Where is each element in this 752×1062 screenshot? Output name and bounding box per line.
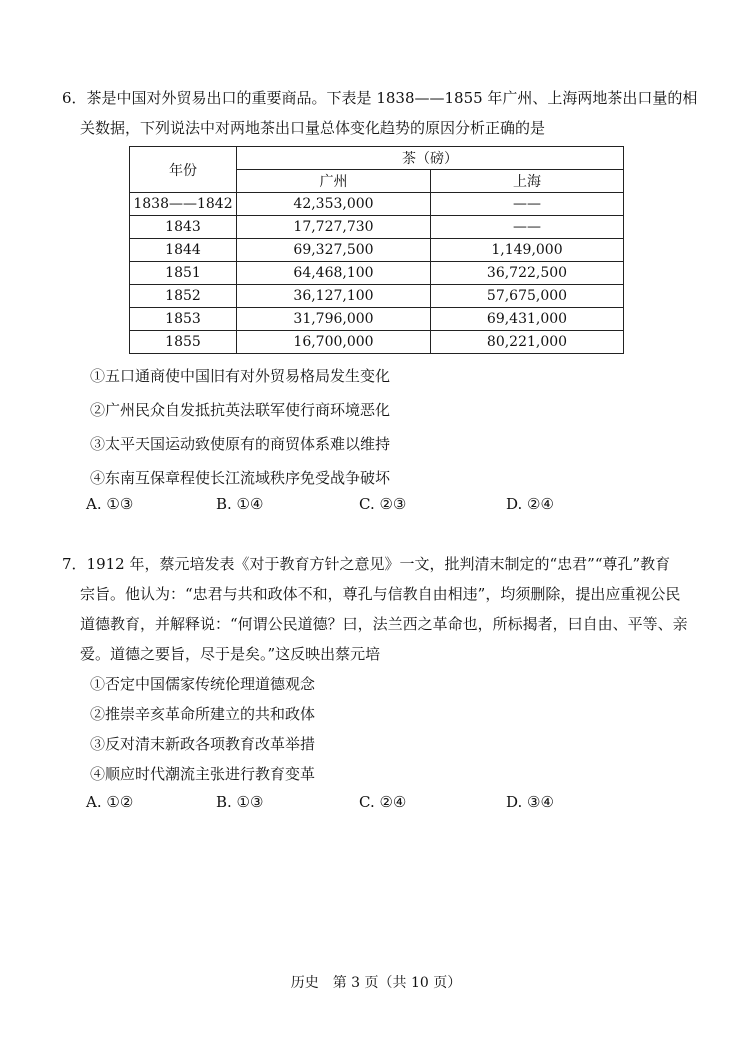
tea-export-table [129,146,624,354]
cell-guangzhou: 69,327,500 [237,239,431,262]
cell-year: 1855 [130,331,237,354]
q6-choice-c[interactable]: C. ②③ [359,495,407,513]
q7-choice-a[interactable]: A. ①② [86,793,134,811]
cell-shanghai: —— [431,193,624,216]
cell-guangzhou: 17,727,730 [237,216,431,239]
q7-option-2: ②推崇辛亥革命所建立的共和政体 [90,705,316,723]
table-row [130,285,624,308]
q7-stem-line1: 7．1912 年，蔡元培发表《对于教育方针之意见》一文，批判清末制定的“忠君”“尊孔”教育 [62,555,671,573]
q7-option-3: ③反对清末新政各项教育改革举措 [90,735,316,753]
q7-choice-d[interactable]: D. ③④ [506,793,554,811]
q7-stem-line3: 道德教育，并解释说：“何谓公民道德？曰，法兰西之革命也，所标揭者，曰自由、平等、亲 [80,615,688,633]
cell-guangzhou: 36,127,100 [237,285,431,308]
q6-option-1: ①五口通商使中国旧有对外贸易格局发生变化 [90,367,391,385]
cell-year: 1838——1842 [130,193,237,216]
table-header-guangzhou: 广州 [237,170,431,193]
cell-shanghai: 80,221,000 [431,331,624,354]
cell-year: 1852 [130,285,237,308]
cell-shanghai: 57,675,000 [431,285,624,308]
table-row [130,193,624,216]
cell-shanghai: 69,431,000 [431,308,624,331]
q7-stem-line4: 爱。道德之要旨，尽于是矣。”这反映出蔡元培 [80,645,381,663]
table-header-year: 年份 [130,147,237,193]
cell-guangzhou: 16,700,000 [237,331,431,354]
q6-choice-b[interactable]: B. ①④ [216,495,264,513]
q6-stem-line2: 关数据，下列说法中对两地茶出口量总体变化趋势的原因分析正确的是 [80,119,546,137]
cell-shanghai: 36,722,500 [431,262,624,285]
q6-choice-d[interactable]: D. ②④ [506,495,554,513]
q7-stem-line2: 宗旨。他认为：“忠君与共和政体不和，尊孔与信教自由相违”，均须删除，提出应重视公民 [80,585,681,603]
q6-option-2: ②广州民众自发抵抗英法联军使行商环境恶化 [90,401,391,419]
q7-choice-b[interactable]: B. ①③ [216,793,264,811]
q6-choice-a[interactable]: A. ①③ [86,495,134,513]
table-row [130,239,624,262]
cell-year: 1844 [130,239,237,262]
cell-year: 1843 [130,216,237,239]
cell-year: 1853 [130,308,237,331]
q7-option-4: ④顺应时代潮流主张进行教育变革 [90,765,316,783]
table-row [130,308,624,331]
q6-stem-line1: 6．茶是中国对外贸易出口的重要商品。下表是 1838——1855 年广州、上海两地茶出口量的相 [62,89,698,107]
q7-option-1: ①否定中国儒家传统伦理道德观念 [90,675,316,693]
table-row [130,331,624,354]
table-row [130,216,624,239]
table-header-shanghai: 上海 [431,170,624,193]
cell-shanghai: 1,149,000 [431,239,624,262]
cell-guangzhou: 42,353,000 [237,193,431,216]
table-header-tea: 茶（磅） [237,147,624,170]
page-footer: 历史 第 3 页（共 10 页） [290,975,462,991]
cell-guangzhou: 31,796,000 [237,308,431,331]
table-row [130,262,624,285]
q6-option-3: ③太平天国运动致使原有的商贸体系难以维持 [90,435,391,453]
q7-choice-c[interactable]: C. ②④ [359,793,407,811]
q6-option-4: ④东南互保章程使长江流域秩序免受战争破坏 [90,469,391,487]
cell-shanghai: —— [431,216,624,239]
cell-guangzhou: 64,468,100 [237,262,431,285]
cell-year: 1851 [130,262,237,285]
